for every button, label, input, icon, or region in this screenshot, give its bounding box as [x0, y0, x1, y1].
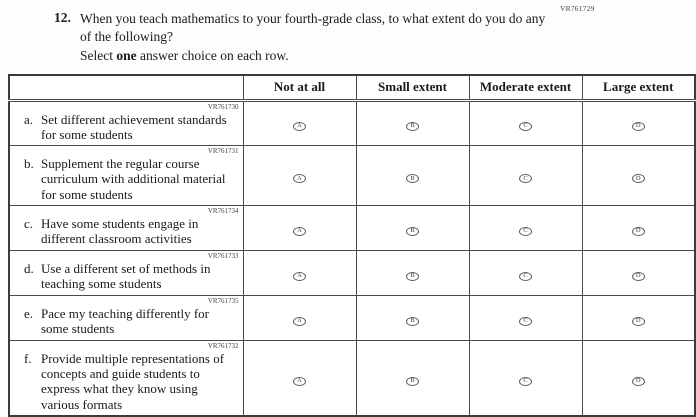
table-row [9, 206, 695, 251]
row-text: Set different achievement standards for some students [41, 111, 227, 142]
answer-cell [243, 206, 356, 251]
instruction-prefix: Select [80, 48, 117, 63]
answer-bubble[interactable]: C [519, 227, 532, 236]
answer-bubble[interactable]: B [406, 272, 419, 281]
row-text: Pace my teaching differently for some students [41, 306, 209, 337]
column-header-large-extent: Large extent [582, 75, 695, 100]
column-header-not-at-all: Not at all [243, 75, 356, 100]
answer-cell [469, 206, 582, 251]
header-row [9, 75, 695, 100]
answer-cell [243, 296, 356, 341]
answer-cell [356, 251, 469, 296]
answer-cell [243, 146, 356, 206]
answer-bubble[interactable]: A [293, 272, 306, 281]
answer-bubble[interactable]: D [632, 227, 645, 236]
answer-bubble[interactable]: C [519, 272, 532, 281]
answer-bubble[interactable]: B [406, 122, 419, 131]
row-letter: f. [24, 350, 32, 366]
question-text: When you teach mathematics to your fourth-grade class, to what extent do you do any of the following? [80, 11, 546, 44]
row-code: VR761730 [207, 102, 239, 111]
answer-bubble[interactable]: C [519, 377, 532, 386]
row-item [18, 261, 239, 292]
answer-bubble[interactable]: B [406, 174, 419, 183]
instruction-bold: one [116, 48, 137, 63]
answer-cell [243, 251, 356, 296]
answer-cell [469, 100, 582, 146]
answer-cell [356, 146, 469, 206]
answer-cell [582, 146, 695, 206]
row-item [18, 216, 239, 247]
row-text: Have some students engage in different classroom activities [41, 216, 199, 247]
row-label-cell [9, 146, 243, 206]
answer-bubble[interactable]: D [632, 174, 645, 183]
answer-cell [469, 251, 582, 296]
question-number: 12. [54, 10, 71, 25]
row-item [18, 156, 239, 202]
answer-cell [243, 340, 356, 416]
instruction-suffix: answer choice on each row. [136, 48, 289, 63]
answer-cell [356, 296, 469, 341]
answer-bubble[interactable]: A [293, 227, 306, 236]
form-code: VR761729 [560, 4, 595, 13]
row-label-cell [9, 206, 243, 251]
table-row [9, 340, 695, 416]
answer-cell [582, 340, 695, 416]
answer-cell [582, 100, 695, 146]
answer-bubble[interactable]: C [519, 174, 532, 183]
table-row [9, 146, 695, 206]
answer-cell [469, 146, 582, 206]
row-label-cell [9, 100, 243, 146]
column-header-small-extent: Small extent [356, 75, 469, 100]
row-text: Supplement the regular course curriculum with additional material for some students [41, 156, 226, 202]
row-letter: a. [24, 111, 34, 127]
answer-cell [582, 251, 695, 296]
answer-bubble[interactable]: B [406, 377, 419, 386]
table-row [9, 100, 695, 146]
question-block [54, 10, 566, 45]
answer-cell [356, 206, 469, 251]
answer-bubble[interactable]: B [406, 227, 419, 236]
row-code: VR761731 [207, 147, 239, 156]
answer-cell [469, 340, 582, 416]
row-text: Use a different set of methods in teaching some students [41, 261, 211, 292]
table-body [9, 100, 695, 416]
row-item [18, 112, 239, 143]
row-code: VR761734 [207, 207, 239, 216]
row-text: Provide multiple representations of concepts and guide students to express what they know using various formats [41, 350, 225, 412]
answer-bubble[interactable]: A [293, 377, 306, 386]
column-header-moderate-extent: Moderate extent [469, 75, 582, 100]
row-label-cell [9, 251, 243, 296]
answer-bubble[interactable]: C [519, 122, 532, 131]
answer-bubble[interactable]: D [632, 317, 645, 326]
answer-cell [356, 340, 469, 416]
answer-bubble[interactable]: A [293, 317, 306, 326]
answer-bubble[interactable]: C [519, 317, 532, 326]
stub-header-cell [9, 75, 243, 100]
answer-bubble[interactable]: B [406, 317, 419, 326]
question-instruction [80, 48, 289, 64]
row-item [18, 306, 239, 337]
answer-cell [582, 296, 695, 341]
answer-bubble[interactable]: D [632, 122, 645, 131]
row-label-cell [9, 296, 243, 341]
table-row [9, 296, 695, 341]
answer-bubble[interactable]: A [293, 174, 306, 183]
answer-cell [582, 206, 695, 251]
row-letter: b. [24, 156, 34, 172]
row-code: VR761732 [207, 341, 239, 350]
answer-cell [356, 100, 469, 146]
answer-bubble[interactable]: D [632, 272, 645, 281]
row-letter: c. [24, 216, 34, 232]
row-code: VR761735 [207, 297, 239, 306]
answer-cell [243, 100, 356, 146]
row-letter: d. [24, 261, 34, 277]
row-label-cell [9, 340, 243, 416]
row-item [18, 351, 239, 412]
table-row [9, 251, 695, 296]
answer-bubble[interactable]: D [632, 377, 645, 386]
row-code: VR761733 [207, 252, 239, 261]
answer-bubble[interactable]: A [293, 122, 306, 131]
answer-cell [469, 296, 582, 341]
row-letter: e. [24, 306, 34, 322]
response-matrix [8, 74, 696, 417]
